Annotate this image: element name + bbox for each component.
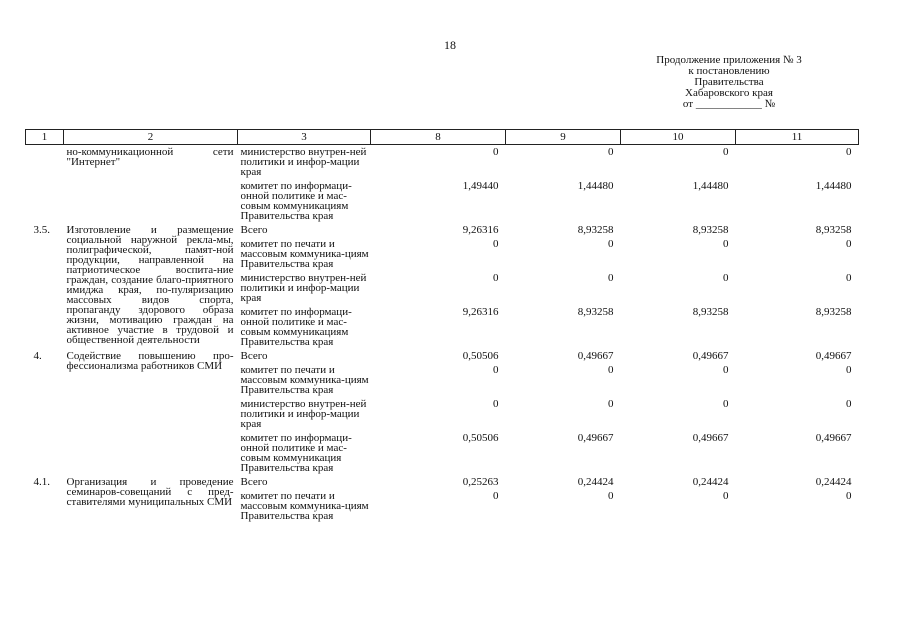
- item-name: но-коммуникационной сети "Интернет": [66, 146, 234, 168]
- value-col10: 0: [723, 146, 729, 158]
- value-col10: 0: [723, 490, 729, 502]
- value-col11: 0: [846, 398, 852, 410]
- value-col9: 0: [608, 146, 614, 158]
- value-col8: 0: [493, 238, 499, 250]
- executor-cell: Всего: [240, 350, 268, 362]
- value-col8: 0,25263: [462, 476, 499, 488]
- value-col11: 0: [846, 146, 852, 158]
- value-col9: 0: [608, 490, 614, 502]
- column-header: 11: [736, 130, 859, 145]
- value-col11: 1,44480: [815, 180, 852, 192]
- value-col8: 0: [493, 490, 499, 502]
- table-row: [26, 351, 859, 365]
- value-col9: 1,44480: [577, 180, 614, 192]
- value-col10: 8,93258: [692, 306, 729, 318]
- value-col10: 1,44480: [692, 180, 729, 192]
- value-col11: 8,93258: [815, 224, 852, 236]
- value-col8: 0: [493, 364, 499, 376]
- value-col11: 0,24424: [815, 476, 852, 488]
- value-col8: 9,26316: [462, 224, 499, 236]
- value-col11: 8,93258: [815, 306, 852, 318]
- item-number: [26, 145, 64, 226]
- executor-cell: комитет по информаци-онной политике и мас-совым коммуникация Правительства края: [240, 432, 352, 474]
- item-name: Изготовление и размещение социальной наружной рекла-мы, полиграфической, памят-ной продукции, направленной на патриотическое воспита-ние граждан, создание благо-приятного имиджа края, по-пуляризацию массовых видов спорта, пропаганду здорового образа жизни, мотивацию граждан на активное участие в трудовой и общественной деятельности: [66, 224, 234, 346]
- table-row: [26, 477, 859, 491]
- item-name: Содействие повышению про-фессионализма работников СМИ: [66, 350, 234, 372]
- value-col8: 0: [493, 146, 499, 158]
- executor-cell: комитет по печати и массовым коммуника-циям Правительства края: [240, 364, 369, 396]
- executor-cell: Всего: [240, 476, 268, 488]
- value-col10: 0: [723, 364, 729, 376]
- value-col11: 0: [846, 364, 852, 376]
- item-number: 3.5.: [33, 224, 50, 236]
- executor-cell: Всего: [240, 224, 268, 236]
- value-col10: 0,49667: [692, 432, 729, 444]
- value-col11: 0,49667: [815, 432, 852, 444]
- executor-cell: комитет по информаци-онной политике и мас-совым коммуникациям Правительства края: [240, 306, 352, 348]
- appendix-note-line: Правительства: [694, 76, 764, 88]
- value-col10: 0: [723, 398, 729, 410]
- value-col8: 0: [493, 272, 499, 284]
- value-col10: 0,49667: [692, 350, 729, 362]
- item-number: 4.: [33, 350, 42, 362]
- value-col9: 0: [608, 238, 614, 250]
- column-header: 8: [371, 130, 506, 145]
- column-header: 9: [506, 130, 621, 145]
- table-body: [26, 145, 859, 526]
- table-row: [26, 225, 859, 239]
- value-col10: 0: [723, 238, 729, 250]
- value-col10: 8,93258: [692, 224, 729, 236]
- value-col10: 0: [723, 272, 729, 284]
- value-col11: 0: [846, 238, 852, 250]
- value-col10: 0,24424: [692, 476, 729, 488]
- executor-cell: министерство внутрен-ней политики и инфор-мации края: [240, 398, 367, 430]
- value-col11: 0: [846, 490, 852, 502]
- funding-table: [25, 129, 859, 525]
- value-col9: 0,24424: [577, 476, 614, 488]
- item-name: Организация и проведение семинаров-совещаний с пред-ставителями муниципальных СМИ: [66, 476, 234, 508]
- value-col8: 0,50506: [462, 350, 499, 362]
- item-number: 4.1.: [33, 476, 50, 488]
- value-col9: 8,93258: [577, 306, 614, 318]
- value-col8: 1,49440: [462, 180, 499, 192]
- value-col11: 0: [846, 272, 852, 284]
- executor-cell: комитет по печати и массовым коммуника-циям Правительства края: [240, 238, 369, 270]
- page-number: 18: [444, 38, 456, 52]
- value-col9: 0,49667: [577, 350, 614, 362]
- appendix-note-line: Продолжение приложения № 3: [656, 54, 802, 66]
- column-header: 3: [238, 130, 371, 145]
- appendix-note-line: Хабаровского края: [685, 87, 773, 99]
- value-col9: 0: [608, 272, 614, 284]
- value-col11: 0,49667: [815, 350, 852, 362]
- appendix-note: [590, 55, 868, 110]
- value-col8: 9,26316: [462, 306, 499, 318]
- value-col9: 0: [608, 398, 614, 410]
- executor-cell: комитет по печати и массовым коммуника-циям Правительства края: [240, 490, 369, 522]
- value-col9: 0: [608, 364, 614, 376]
- value-col9: 0,49667: [577, 432, 614, 444]
- appendix-note-line: к постановлению: [688, 65, 770, 77]
- column-header: 10: [621, 130, 736, 145]
- executor-cell: министерство внутрен-ней политики и инфор-мации края: [240, 146, 367, 178]
- column-header: 2: [64, 130, 238, 145]
- table-row: [26, 145, 859, 182]
- value-col8: 0,50506: [462, 432, 499, 444]
- header-row: [26, 130, 859, 145]
- value-col9: 8,93258: [577, 224, 614, 236]
- appendix-note-line: от ____________ №: [682, 98, 776, 110]
- value-col8: 0: [493, 398, 499, 410]
- column-header: 1: [26, 130, 64, 145]
- executor-cell: комитет по информаци-онной политике и мас-совым коммуникациям Правительства края: [240, 180, 352, 222]
- executor-cell: министерство внутрен-ней политики и инфор-мации края: [240, 272, 367, 304]
